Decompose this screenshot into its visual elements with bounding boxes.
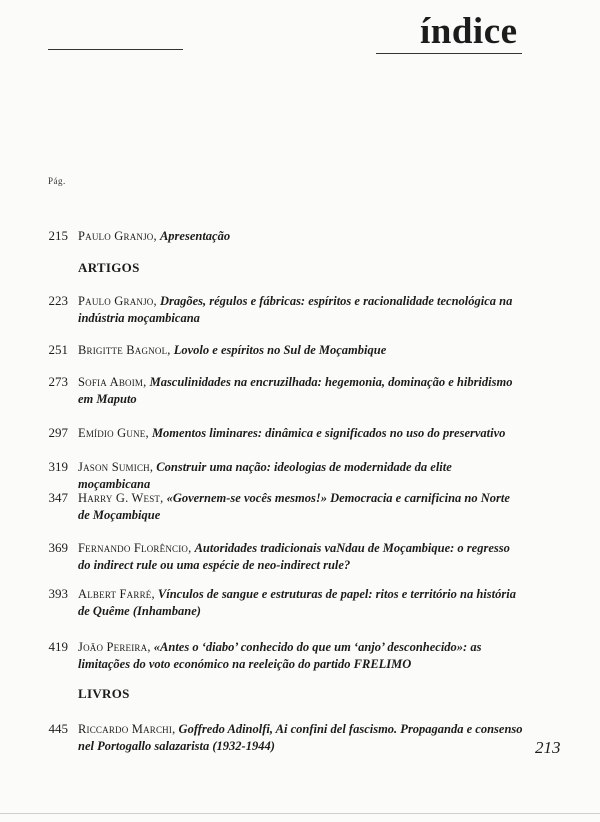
- entry-page-number: 369: [48, 540, 68, 555]
- entry-text: [78, 639, 523, 673]
- entry-author: João Pereira,: [78, 640, 151, 654]
- entry-author: Riccardo Marchi,: [78, 722, 176, 736]
- entry-page-number: 297: [48, 425, 68, 440]
- section-heading-livros: LIVROS: [78, 686, 130, 701]
- entry-text: [78, 459, 523, 493]
- entry-page-number: 223: [48, 293, 68, 308]
- entry-page-number: 215: [48, 228, 68, 243]
- entry-text: [78, 425, 523, 442]
- entry-text: [78, 293, 523, 327]
- entry-page-number: 347: [48, 490, 68, 505]
- entry-page-number: 273: [48, 374, 68, 389]
- entry-text: [78, 228, 523, 245]
- entry-title: Lovolo e espíritos no Sul de Moçambique: [173, 343, 387, 357]
- entry-page-number: 251: [48, 342, 68, 357]
- entry-author: Paulo Granjo,: [78, 294, 157, 308]
- section-heading-artigos: ARTIGOS: [78, 260, 140, 275]
- entry-author: Brigitte Bagnol,: [78, 343, 171, 357]
- entry-author: Harry G. West,: [78, 491, 164, 505]
- page-column-label: Pág.: [48, 176, 66, 186]
- entry-title: «Governem-se vocês mesmos!» Democracia e carnificina no Norte de Moçambique: [78, 491, 510, 522]
- entry-title: Goffredo Adinolfi, Ai confini del fascismo. Propaganda e consenso nel Portogallo salazarista (1932-1944): [78, 722, 523, 753]
- entry-page-number: 393: [48, 586, 68, 601]
- entry-author: Paulo Granjo,: [78, 229, 157, 243]
- entry-author: Jason Sumich,: [78, 460, 154, 474]
- bottom-edge-line: [0, 813, 600, 814]
- entry-author: Emídio Gune,: [78, 426, 149, 440]
- entry-title: Construir uma nação: ideologias de modernidade da elite moçambicana: [78, 460, 452, 491]
- entry-text: [78, 721, 523, 755]
- entry-page-number: 319: [48, 459, 68, 474]
- entry-title: Vínculos de sangue e estruturas de papel: ritos e território na história de Quême (Inhambane): [78, 587, 516, 618]
- page-title: índice: [420, 11, 518, 52]
- entry-page-number: 445: [48, 721, 68, 736]
- entry-title: Apresentação: [159, 229, 231, 243]
- header-rule-right: [376, 53, 522, 54]
- entry-text: [78, 342, 523, 359]
- entry-title: Momentos liminares: dinâmica e significados no uso do preservativo: [151, 426, 506, 440]
- entry-title: «Antes o ‘diabo’ conhecido do que um ‘anjo’ desconhecido»: as limitações do voto económico na reeleição do partido FRELIMO: [78, 640, 482, 671]
- entry-title: Autoridades tradicionais vaNdau de Moçambique: o regresso do indirect rule ou uma espécie de neo-indirect rule?: [78, 541, 510, 572]
- entry-author: Sofia Aboim,: [78, 375, 147, 389]
- entry-text: [78, 586, 523, 620]
- page-folio-number: 213: [535, 738, 561, 757]
- header-rule-left: [48, 49, 183, 50]
- entry-text: [78, 540, 523, 574]
- entry-title: Dragões, régulos e fábricas: espíritos e racionalidade tecnológica na indústria moçambicana: [78, 294, 513, 325]
- entry-author: Albert Farré,: [78, 587, 155, 601]
- entry-text: [78, 374, 523, 408]
- entry-text: [78, 490, 523, 524]
- entry-title: Masculinidades na encruzilhada: hegemonia, dominação e hibridismo em Maputo: [78, 375, 513, 406]
- entry-page-number: 419: [48, 639, 68, 654]
- entry-author: Fernando Florêncio,: [78, 541, 192, 555]
